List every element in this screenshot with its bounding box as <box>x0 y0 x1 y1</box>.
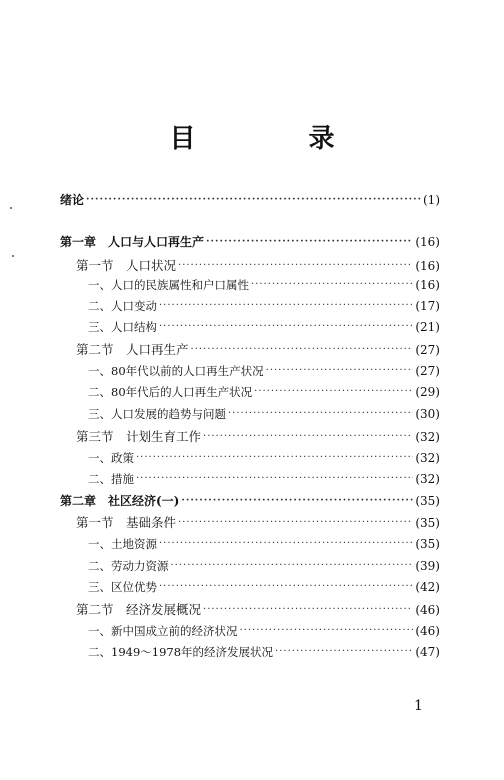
toc-entry <box>60 642 440 662</box>
toc-entry <box>60 491 440 511</box>
toc-entry <box>60 448 440 468</box>
toc-entry-page: (29) <box>415 385 440 399</box>
toc-entry-page: (32) <box>415 451 440 465</box>
toc-entry-page: (16) <box>415 278 440 292</box>
toc-entry-label: 二、劳动力资源 <box>88 559 169 573</box>
toc-entry <box>60 190 440 210</box>
scan-speck <box>12 255 14 257</box>
dot-leader <box>159 317 413 337</box>
toc-entry <box>60 296 440 316</box>
toc-entry <box>60 361 440 381</box>
dot-leader <box>275 642 413 662</box>
toc-entry <box>60 577 440 597</box>
dot-leader <box>136 469 413 489</box>
toc-entry-label: 二、措施 <box>88 472 134 486</box>
toc-entry <box>60 232 440 252</box>
toc-entry-page: (35) <box>415 537 440 551</box>
toc-entry <box>60 340 440 360</box>
toc-entry-label: 第二章 社区经济(一) <box>60 494 180 508</box>
dot-leader <box>251 275 413 295</box>
toc-entry-page: (35) <box>415 516 440 530</box>
toc-entry-label: 第一节 人口状况 <box>76 258 177 273</box>
toc-entry <box>60 600 440 620</box>
toc-entry <box>60 621 440 641</box>
toc-entry-label: 一、人口的民族属性和户口属性 <box>88 278 249 292</box>
page-number: 1 <box>414 698 423 714</box>
dot-leader <box>171 556 414 576</box>
dot-leader <box>159 534 413 554</box>
toc-entry-page: (46) <box>415 603 440 617</box>
dot-leader <box>203 600 413 620</box>
toc-entry <box>60 513 440 533</box>
toc-entry-page: (39) <box>415 559 440 573</box>
toc-entry-label: 一、新中国成立前的经济状况 <box>88 624 238 638</box>
toc-entry-page: (32) <box>415 430 440 444</box>
toc-entry-page: (35) <box>415 494 440 508</box>
toc-entry-label: 三、区位优势 <box>88 580 157 594</box>
toc-entry <box>60 534 440 554</box>
dot-leader <box>203 427 413 447</box>
dot-leader <box>159 577 413 597</box>
toc-entry-page: (16) <box>415 259 440 273</box>
dot-leader <box>136 448 413 468</box>
dot-leader <box>159 296 413 316</box>
toc-entry-label: 第二节 人口再生产 <box>76 342 189 357</box>
toc-entry-page: (1) <box>423 193 440 207</box>
toc-entry <box>60 556 440 576</box>
dot-leader <box>181 491 413 511</box>
toc-entry-label: 二、人口变动 <box>88 299 157 313</box>
toc-entry-page: (27) <box>415 364 440 378</box>
dot-leader <box>86 190 421 210</box>
dot-leader <box>240 621 414 641</box>
toc-entry-label: 三、人口发展的趋势与问题 <box>88 407 226 421</box>
toc-entry-label: 第二节 经济发展概况 <box>76 602 202 617</box>
toc-entry-page: (17) <box>415 299 440 313</box>
toc-entry-page: (42) <box>415 580 440 594</box>
toc-entry-page: (30) <box>415 407 440 421</box>
toc-entry-label: 一、政策 <box>88 451 134 465</box>
toc-entry <box>60 256 440 276</box>
dot-leader <box>206 232 413 252</box>
toc-entry-label: 一、80年代以前的人口再生产状况 <box>88 364 264 378</box>
toc-entry-label: 三、人口结构 <box>88 320 157 334</box>
toc-entry <box>60 275 440 295</box>
toc-entry-page: (21) <box>415 320 440 334</box>
toc-entry-page: (27) <box>415 343 440 357</box>
toc-entry <box>60 404 440 424</box>
toc-entry-page: (46) <box>415 624 440 638</box>
toc-entry-page: (32) <box>415 472 440 486</box>
toc-entry-label: 第三节 计划生育工作 <box>76 429 202 444</box>
toc-entry <box>60 317 440 337</box>
toc-entry-label: 二、80年代后的人口再生产状况 <box>88 385 253 399</box>
toc-entry-page: (47) <box>415 645 440 659</box>
dot-leader <box>254 382 413 402</box>
toc-entry-label: 一、土地资源 <box>88 537 157 551</box>
toc-entry-label: 第一章 人口与人口再生产 <box>60 235 205 249</box>
dot-leader <box>178 256 413 276</box>
toc-entry <box>60 382 440 402</box>
toc-entry-label: 第一节 基础条件 <box>76 515 177 530</box>
toc-entry-page: (16) <box>415 235 440 249</box>
dot-leader <box>178 513 413 533</box>
toc-entry-label: 二、1949～1978年的经济发展状况 <box>88 645 274 659</box>
toc-entry-label: 绪论 <box>60 193 85 207</box>
scan-speck <box>10 207 12 209</box>
toc-entry <box>60 427 440 447</box>
dot-leader <box>228 404 413 424</box>
toc-entry <box>60 469 440 489</box>
page-title: 目 录 <box>169 124 387 154</box>
dot-leader <box>191 340 414 360</box>
dot-leader <box>266 361 414 381</box>
